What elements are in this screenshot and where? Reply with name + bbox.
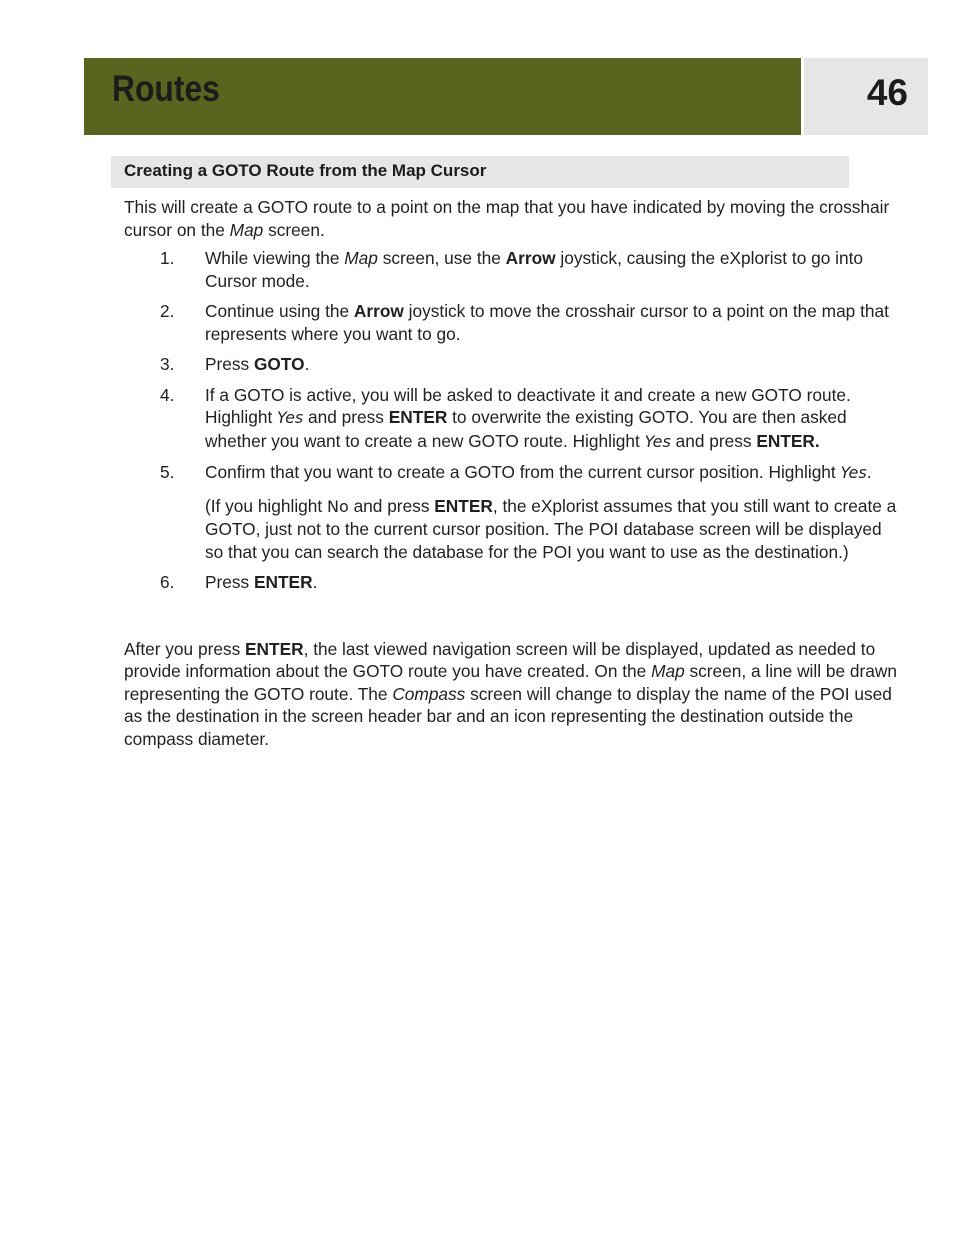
list-item — [124, 353, 900, 376]
step-text: joystick, causing the eXplorist to go into Cursor mode. — [205, 248, 863, 291]
note-text: (If you highlight — [205, 495, 327, 516]
step-text: . — [304, 354, 310, 374]
intro-paragraph — [124, 196, 900, 241]
chapter-title: Routes — [112, 68, 220, 109]
step-number: 1. — [160, 248, 175, 268]
list-item — [124, 247, 900, 292]
main-content — [124, 196, 900, 767]
step-text: . — [312, 572, 318, 592]
step-number: 3. — [160, 354, 175, 374]
no-option: No — [327, 496, 349, 516]
list-item — [124, 300, 900, 345]
steps-list — [124, 247, 900, 594]
page-number-box — [804, 58, 928, 135]
after-text: screen will change to display the name of the POI used as the destination in the screen header bar and an icon representing the destination outside the compass diameter. — [124, 683, 892, 749]
step-text: If a GOTO is active, you will be asked to deactivate it and create a new GOTO route. Highlight — [205, 384, 851, 427]
page-number: 46 — [866, 72, 908, 113]
note-text: and press — [348, 495, 435, 516]
chapter-header-bar — [84, 58, 801, 135]
section-heading: Creating a GOTO Route from the Map Cursor — [124, 161, 487, 180]
step-text: and press — [670, 430, 757, 451]
enter-term: ENTER — [245, 638, 304, 659]
section-heading-bar — [111, 156, 849, 188]
after-text: After you press — [124, 638, 246, 659]
enter-term: ENTER. — [756, 430, 820, 451]
step-text: screen, use the — [377, 248, 506, 268]
enter-term: ENTER — [253, 572, 313, 592]
map-term: Map — [344, 248, 378, 268]
goto-term: GOTO — [253, 354, 305, 374]
after-text: , the last viewed navigation screen will be displayed, updated as needed to provide information about the GOTO route you have created. On the — [124, 638, 876, 681]
note-text: , the eXplorist assumes that you still want to create a GOTO, just not to the current cursor position. The POI database screen will be displayed so that you can search the database for the POI you want to use as the destination.) — [205, 495, 897, 562]
after-paragraph — [124, 638, 900, 751]
intro-text: screen. — [263, 219, 325, 240]
step-number: 4. — [160, 384, 175, 405]
step-note — [205, 495, 900, 564]
yes-option: Yes — [277, 408, 304, 427]
step-text: joystick to move the crosshair cursor to a point on the map that represents where you want to go. — [205, 301, 889, 344]
list-item — [124, 461, 900, 563]
step-number: 5. — [160, 462, 175, 482]
step-text: and press — [303, 407, 389, 427]
after-text: screen, a line will be drawn representing the GOTO route. The — [124, 661, 897, 704]
intro-text: This will create a GOTO route to a point on the map that you have indicated by moving the crosshair cursor on the — [124, 197, 890, 240]
map-term: Map — [651, 661, 685, 681]
arrow-term: Arrow — [353, 301, 404, 321]
list-item — [124, 384, 900, 454]
yes-option: Yes — [644, 431, 671, 451]
yes-option: Yes — [840, 463, 867, 482]
enter-term: ENTER — [434, 495, 493, 516]
enter-term: ENTER — [388, 407, 448, 427]
compass-term: Compass — [392, 683, 466, 704]
step-text: to overwrite the existing GOTO. You are then asked whether you want to create a new GOTO route. Highlight — [205, 407, 847, 451]
step-text: Confirm that you want to create a GOTO from the current cursor position. Highlight — [205, 462, 841, 482]
step-text: While viewing the — [205, 248, 345, 268]
map-term: Map — [229, 219, 264, 240]
step-text: Continue using the — [205, 301, 354, 321]
step-text: Press — [205, 354, 254, 374]
step-number: 2. — [160, 301, 175, 321]
arrow-term: Arrow — [505, 248, 556, 268]
step-text: Press — [205, 572, 254, 592]
step-text: . — [866, 462, 872, 482]
step-number: 6. — [160, 572, 175, 592]
list-item — [124, 571, 900, 594]
